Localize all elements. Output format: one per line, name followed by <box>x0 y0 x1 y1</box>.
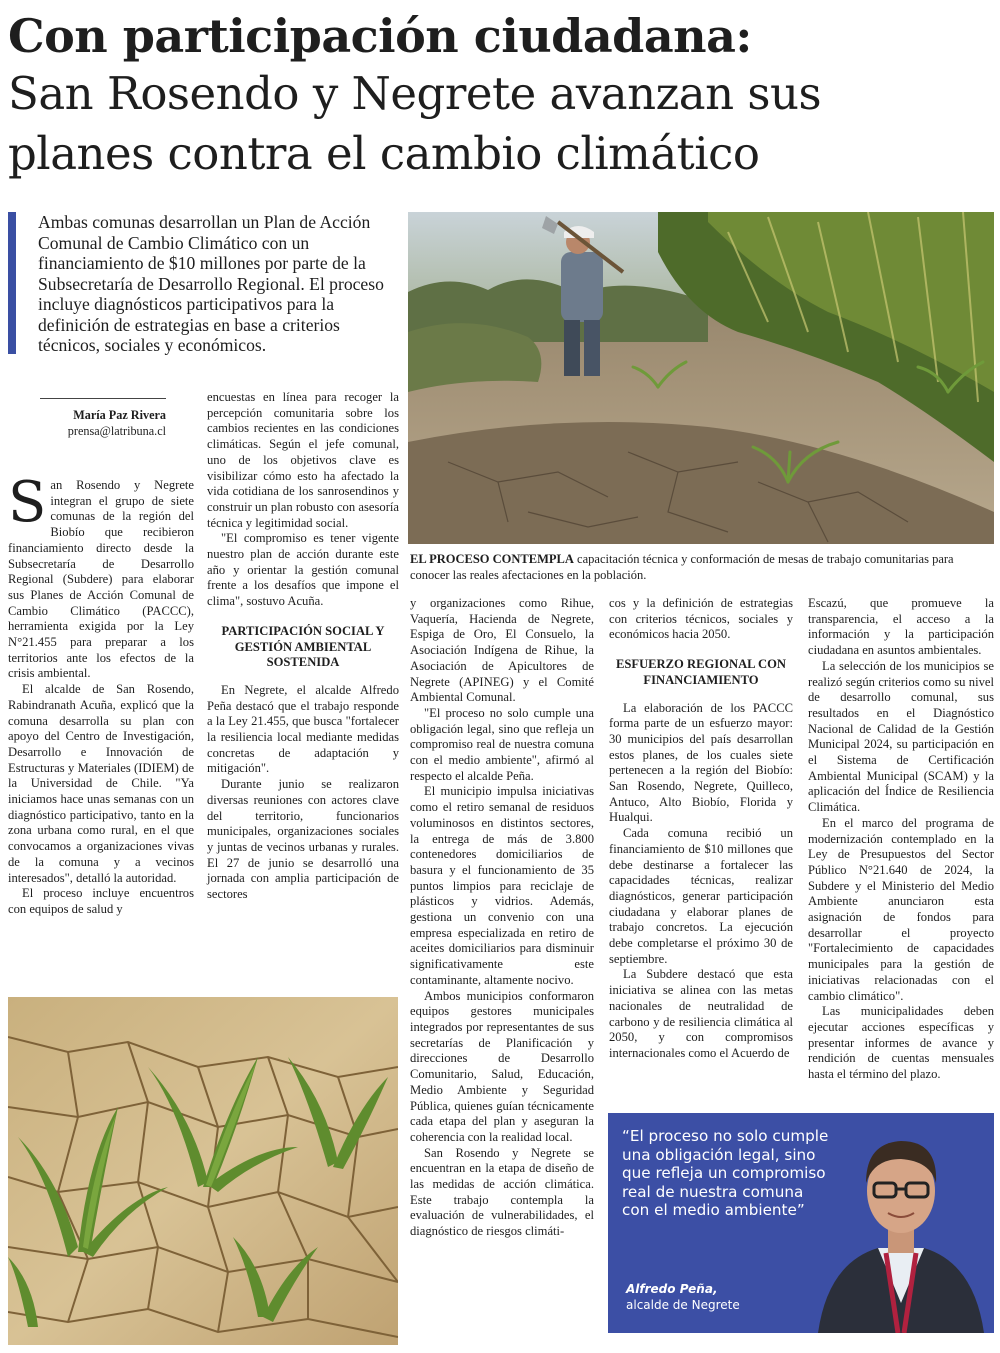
col4-p3: Cada comuna recibió un financiamiento de $10 millones que debe destinarse a fortalecer las capacidades técnicas, realizar diagnósticos, generar participación ciudadana y elaborar planes de trabajo concretos. La ejecución debe completarse el próximo 30 de septiembre. <box>609 826 793 966</box>
col5-p3: En el marco del programa de modernización contemplado en la Ley de Presupuestos del Sector Público N°21.640 de 2024, la Subdere y el Ministerio del Medio Ambiente anunciaron esta asignación de fondos para desarrollar el proyecto "Fortalecimiento de capacidades municipales para la gestión de iniciativas relacionadas con el cambio climático". <box>808 815 994 1003</box>
article-column-3 <box>410 596 594 1240</box>
byline-rule <box>40 398 166 399</box>
col4-p2: La elaboración de los PACCC forma parte de un esfuerzo mayor: 30 municipios del país desarrollan estos planes, de los cuales siete pertenecen a la región del Biobío: San Rosendo, Negrete, Quilleco, Antuco, Alto Biobío, Florida y Hualqui. <box>609 700 793 825</box>
headline-line-2: San Rosendo y Negrete avanzan sus <box>8 67 822 120</box>
pull-quote-attribution <box>626 1281 740 1313</box>
farmer-field-image <box>408 212 994 544</box>
portrait-icon <box>808 1113 994 1333</box>
quote-speaker-role: alcalde de Negrete <box>626 1298 740 1312</box>
article-column-5 <box>808 596 994 1083</box>
byline <box>40 398 166 439</box>
headline-line-3: planes contra el cambio climático <box>8 127 760 180</box>
col3-p5: San Rosendo y Negrete se encuentran en la etapa de diseño de las medidas de acción climática. Este trabajo contempla la evaluación de vulnerabilidades, el diagnóstico de riesgos climáti- <box>410 1145 594 1239</box>
col5-p2: La selección de los municipios se realizó según criterios como su nivel de desarrollo comunal, sus resultados en el Diagnóstico Nacional de Calidad de la Gestión Municipal 2024, su participación en el Sistema de Certificación Ambiental Municipal (SCAM) y la aplicación del Índice de Resiliencia Climática. <box>808 658 994 815</box>
quote-speaker-name: Alfredo Peña, <box>626 1282 718 1296</box>
photo-corn-cracked-soil <box>8 997 398 1345</box>
col4-p1: cos y la definición de estrategias con criterios técnicos, sociales y económicos hacia 2050. <box>609 596 793 642</box>
photo-caption <box>410 551 994 583</box>
headline-line-1: Con participación ciudadana: <box>8 9 752 63</box>
headline <box>8 8 992 184</box>
col5-p4: Las municipalidades deben ejecutar acciones específicas y presentar informes de avance y rendición de cuentas mensuales hasta el término del plazo. <box>808 1004 994 1082</box>
caption-lead-in: EL PROCESO CONTEMPLA <box>410 552 574 566</box>
col1-paragraph <box>8 470 194 682</box>
col1-p1: an Rosendo y Negrete integran el grupo de siete comunas de la región del Biobío que recibieron financiamiento directo desde la Subsecretaría de Desarrollo Regional (Subdere) para elaborar sus Planes de Acción Comunal de Cambio Climático (PACCC), herramienta exigida por la Ley N°21.455 para preparar a los territorios ante los efectos de la crisis ambiental. <box>8 478 194 681</box>
col2-p1: encuestas en línea para recoger la percepción comunitaria sobre los cambios recientes en las condiciones climáticas. Según el jefe comunal, uno de los objetivos clave es visibilizar cómo esto ha afectado la vida cotidiana de los sanrosendinos y construir un plan robusto con asesoría técnica y legitimidad social. <box>207 390 399 530</box>
col3-p2: "El proceso no solo cumple una obligación legal, sino que refleja un compromiso real de nuestra comuna con el medio ambiente", afirmó al respecto el alcalde Peña. <box>410 705 594 783</box>
col2-p2: "El compromiso es tener vigente nuestro plan de acción durante este año y orientar la gestión comunal frente a los desafíos que impone el clima", sostuvo Acuña. <box>207 531 399 609</box>
byline-author: María Paz Rivera <box>73 408 166 422</box>
article-column-4 <box>609 596 793 1062</box>
col3-p4: Ambos municipios conformaron equipos gestores municipales integrados por representantes de sus secretarías de Planificación y direcciones de Desarrollo Comunitario, Salud, Educación, Medio Ambiente y Seguridad Pública, quienes guían técnicamente cada etapa del plan y aseguran la coherencia con la realidad local. <box>410 988 594 1144</box>
col1-p2: El alcalde de San Rosendo, Rabindranath Acuña, explicó que la comuna desarrolla su plan con apoyo del Centro de Investigación, Desarrollo e Innovación de Estructuras y Materiales (IDIEM) de la Universidad de Chile. "Ya iniciamos hace unas semanas con un diagnóstico participativo, tanto en la zona urbana como rural, en el que convocamos a organizaciones vivas de la comuna y a vecinos interesados", detalló la autoridad. <box>8 682 194 885</box>
col5-p1: Escazú, que promueve la transparencia, el acceso a la información y la participación ciudadana en asuntos ambientales. <box>808 596 994 658</box>
col4-p4: La Subdere destacó que esta iniciativa se alinea con las metas nacionales de neutralidad de carbono y de resiliencia climática al 2050, y con compromisos internacionales como el Acuerdo de <box>609 967 793 1060</box>
drop-cap: S <box>8 470 47 535</box>
col3-p3: El municipio impulsa iniciativas como el retiro semanal de residuos voluminosos en distintos sectores, la entrega de más de 3.800 contenedores domiciliarios de basura y el funcionamiento de 35 puntos limpios para reciclaje de plásticos y vidrios. Además, gestiona un convenio con una empresa especializada en retiro de aceites domiciliarios para disminuir significativamente este contaminante, altamente nocivo. <box>410 784 594 987</box>
caption-text: capacitación técnica y conformación de mesas de trabajo comunitarias para conocer las reales afectaciones en la población. <box>410 552 954 582</box>
col2-p4: Durante junio se realizaron diversas reuniones con actores clave del territorio, funcionarios municipales, organizaciones sociales y juntas de vecinos urbanas y rurales. El 27 de junio se desarrolló una jornada con amplia participación de sectores <box>207 777 399 902</box>
photo-farmer-dry-field <box>408 212 994 544</box>
col3-p1: y organizaciones como Rihue, Vaquería, Hacienda de Negrete, Espiga de Oro, El Consuelo, la Asociación Indígena de Rihue, la Asociación de Apicultores de Negrete (APINEG) y el Comité Ambiental Comunal. <box>410 596 594 705</box>
section-heading-esfuerzo: ESFUERZO REGIONAL CON FINANCIAMIENTO <box>615 657 787 687</box>
col2-p3: En Negrete, el alcalde Alfredo Peña destacó que el trabajo responde a la Ley 21.455, que busca "fortalecer la resiliencia local mediante medidas concretas de adaptación y mitigación". <box>207 682 399 776</box>
section-heading-participacion: PARTICIPACIÓN SOCIAL Y GESTIÓN AMBIENTAL SOSTENIDA <box>221 623 385 670</box>
col1-p3: El proceso incluye encuentros con equipos de salud y <box>8 886 194 916</box>
article-column-2 <box>207 390 399 903</box>
article-column-1 <box>8 470 194 918</box>
pull-quote-box <box>608 1113 994 1333</box>
pull-quote-text: “El proceso no solo cumple una obligación legal, sino que refleja un compromiso real de nuestra comuna con el medio ambiente” <box>622 1127 829 1220</box>
lead-paragraph: Ambas comunas desarrollan un Plan de Acción Comunal de Cambio Climático con un financiamiento de $10 millones por parte de la Subsecretaría de Desarrollo Regional. El proceso incluye diagnósticos participativos para la definición de estrategias en base a criterios técnicos, sociales y económicos. <box>8 212 398 354</box>
byline-email: prensa@latribuna.cl <box>67 424 166 438</box>
corn-soil-image <box>8 997 398 1345</box>
